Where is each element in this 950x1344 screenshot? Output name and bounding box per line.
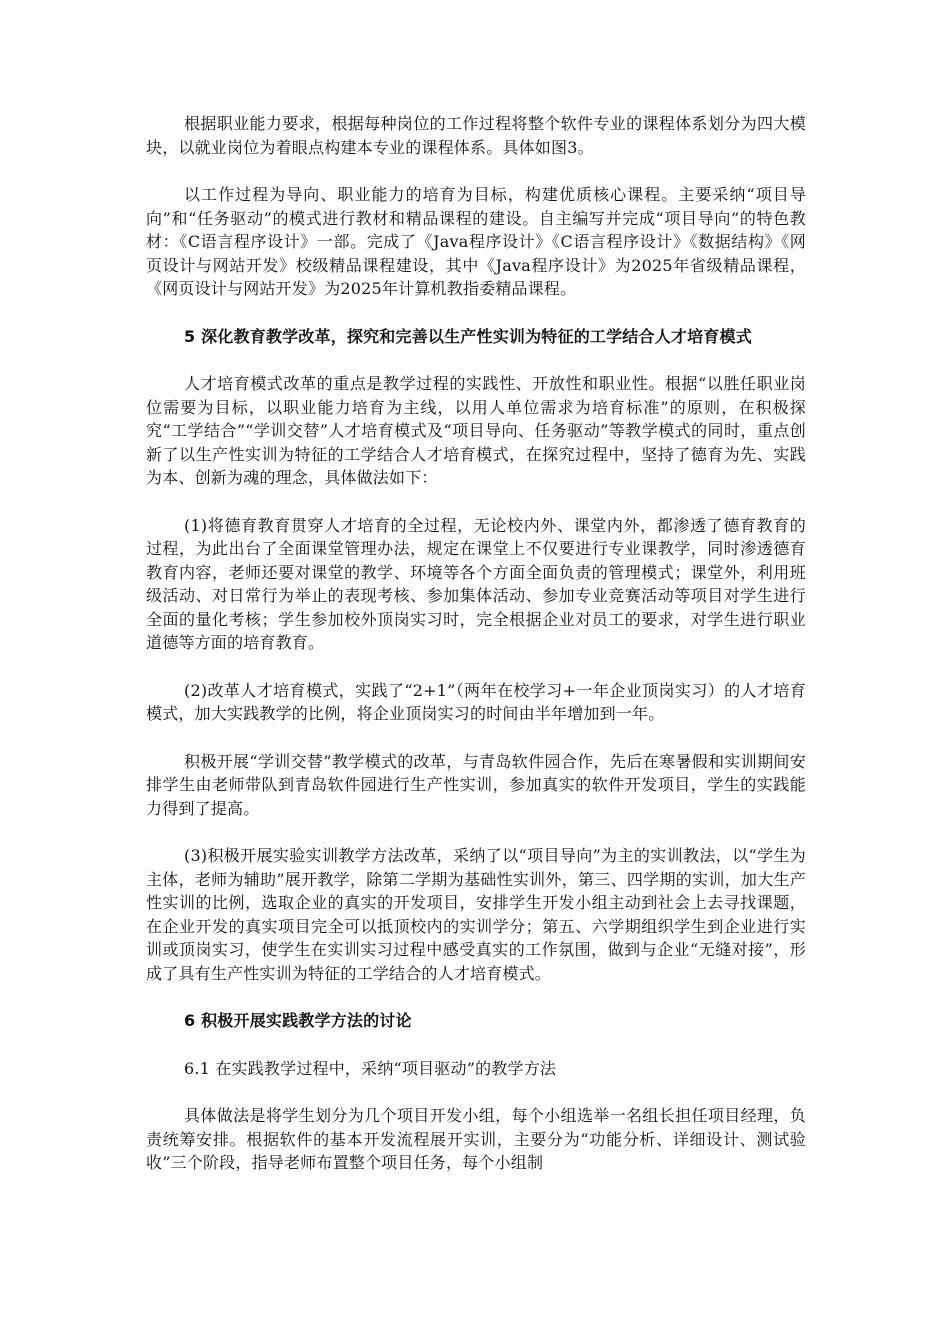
- paragraph-study-training-alternation: 积极开展“学训交替”教学模式的改革，与青岛软件园合作，先后在寒暑假和实训期间安排学生由老师带队到青岛软件园进行生产性实训，参加真实的软件开发项目，学生的实践能力得到了提高。: [146, 751, 806, 818]
- paragraph-experimental-training-reform: (3)积极开展实验实训教学方法改革，采纳了以“项目导向”为主的实训教法，以“学生为主体，老师为辅助”展开教学，除第二学期为基础性实训外，第三、四学期的实训，加大生产性实训的比例，选取企业的真实的开发项目，安排学生开发小组主动到社会上去寻找课题，在企业开发的真实项目完全可以抵顶校内的实训学分；第五、六学期组织学生到企业进行实训或顶岗实习，使学生在实训实习过程中感受真实的工作氛围，做到与企业“无缝对接”，形成了具有生产性实训为特征的工学结合的人才培育模式。: [146, 846, 806, 983]
- paragraph-project-groups: 具体做法是将学生划分为几个项目开发小组，每个小组选举一名组长担任项目经理，负责统筹安排。根据软件的基本开发流程展开实训，主要分为“功能分析、详细设计、测试验收”三个阶段，指导老师布置整个项目任务，每个小组制: [146, 1106, 806, 1172]
- section-heading-6: 6 积极开展实践教学方法的讨论: [184, 1011, 412, 1030]
- paragraph-moral-education: (1)将德育教育贯穿人才培育的全过程，无论校内外、课堂内外，都渗透了德育教育的过程，为此出台了全面课堂管理办法，规定在课堂上不仅要进行专业课教学，同时渗透德育教育内容，老师还要对课堂的教学、环境等各个方面全面负责的管理模式；课堂外，利用班级活动、对日常行为举止的表现考核、参加集体活动、参加专业竞赛活动等项目对学生进行全面的量化考核；学生参加校外顶岗实习时，完全根据企业对员工的要求，对学生进行职业道德等方面的培育教育。: [146, 515, 806, 652]
- document-page: [146, 112, 806, 1199]
- section-heading-5: 5 深化教育教学改革，探究和完善以生产性实训为特征的工学结合人才培育模式: [184, 326, 752, 346]
- subsection-heading-6-1: 6.1 在实践教学过程中，采纳“项目驱动”的教学方法: [184, 1058, 557, 1078]
- paragraph-core-courses: 以工作过程为导向、职业能力的培育为目标，构建优质核心课程。主要采纳“项目导向”和“任务驱动”的模式进行教材和精品课程的建设。自主编写并完成“项目导向”的特色教材：《C语言程序设计》一部。完成了《Java程序设计》《C语言程序设计》《数据结构》《网页设计与网站开发》校级精品课程建设，其中《Java程序设计》为2025年省级精品课程，《网页设计与网站开发》为2025年计算机教指委精品课程。: [146, 185, 806, 298]
- paragraph-training-model-reform: 人才培育模式改革的重点是教学过程的实践性、开放性和职业性。根据“以胜任职业岗位需要为目标，以职业能力培育为主线，以用人单位需求为培育标准”的原则，在积极探究“工学结合”“学训交替”人才培育模式及“项目导向、任务驱动”等教学模式的同时，重点创新了以生产性实训为特征的工学结合人才培育模式，在探究过程中，坚持了德育为先、实践为本、创新为魂的理念，具体做法如下：: [146, 374, 806, 487]
- paragraph-2plus1-model: (2)改革人才培育模式，实践了“2+1”（两年在校学习+一年企业顶岗实习）的人才培育模式，加大实践教学的比例，将企业顶岗实习的时间由半年增加到一年。: [146, 680, 806, 723]
- paragraph-curriculum-modules: 根据职业能力要求，根据每种岗位的工作过程将整个软件专业的课程体系划分为四大模块，以就业岗位为着眼点构建本专业的课程体系。具体如图3。: [146, 114, 806, 157]
